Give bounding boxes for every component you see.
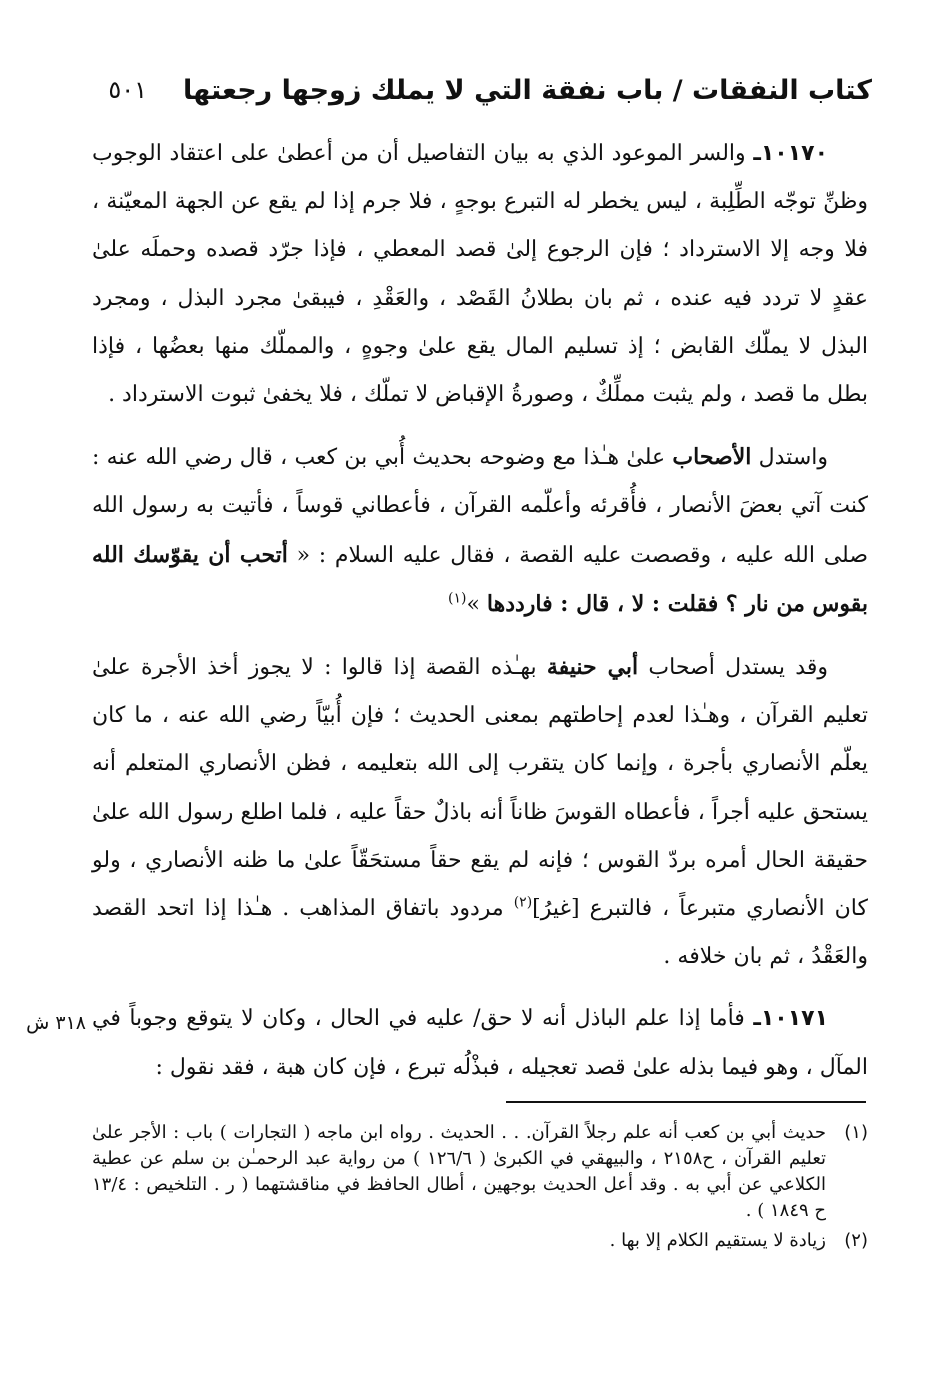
footnote-1: [92, 1120, 868, 1224]
paragraph-text: والسر الموعود الذي به بيان التفاصيل أن من أعطىٰ على اعتقاد الوجوب وظنِّ توجّه الطِّلِبة ، ليس يخطر له التبرع بوجهٍ ، فلا جرم إذا لم يقع عن الجهة المعيّنة ، فلا وجه إلا الاسترداد ؛ فإن الرجوع إلىٰ قصد المعطي ، فإذا جرّد قصده وحملَه علىٰ عقدٍ لا تردد فيه عنده ، ثم بان بطلانُ القَصْد ، والعَقْدِ ، فيبقىٰ مجرد البذل ، ومجرد البذل لا يملّك القابض ؛ إذ تسليم المال يقع علىٰ وجوهٍ ، والمملّك منها بعضُها ، فإذا بطل ما قصد ، ولم يثبت مملِّكٌ ، وصورةُ الإقباض لا تملّك ، فلا يخفىٰ ثبوت الاسترداد .: [92, 141, 868, 408]
footnote-text: زيادة لا يستقيم الكلام إلا بها .: [609, 1230, 826, 1251]
paragraph-text: واستدل: [751, 445, 828, 471]
footnote-number: (١): [844, 1122, 868, 1143]
footnote-ref[interactable]: (١): [447, 590, 467, 607]
footnote-number: (٢): [844, 1230, 868, 1251]
footnote-ref[interactable]: (٢): [513, 894, 533, 911]
paragraph-number: ١٠١٧١ـ: [753, 1006, 828, 1032]
bold-term: أبي حنيفة: [546, 654, 639, 681]
footnote-rule: [506, 1101, 866, 1103]
paragraph-text: بهـٰذه القصة إذا قالوا : لا يجوز أخذ الأجرة علىٰ تعليم القرآن ، وهـٰذا لعدم إحاطتهم بمعنى الحديث ؛ فإن أُبيّاً رضي الله عنه ، ما كان يعلّم الأنصاري بأجرة ، وإنما كان يتقرب إلى الله بتعليمه ، فظن الأنصاري المتعلم أنه يستحق عليه أجراً ، فأعطاه القوسَ ظاناً أنه باذلٌ حقاً عليه ، فلما اطلع رسول الله علىٰ حقيقة الحال أمره بردّ القوس ؛ فإنه لم يقع حقاً مستحَقّاً علىٰ ما ظنه الأنصاري ، ولو كان الأنصاري متبرعاً ، فالتبرع [غيرُ]: [92, 655, 868, 922]
paragraph-10170: [92, 130, 868, 419]
hadith-quote: أتحب أن يقوّسك الله بقوس من نار ؟ فقلت : لا ، قال : فارددها: [92, 541, 868, 617]
paragraph-text: مردود باتفاق المذاهب . هـٰذا إذا اتحد القصد والعَقْدُ ، ثم بان خلافه .: [92, 896, 868, 970]
footnote-2: [92, 1228, 868, 1254]
paragraph-text: فأما إذا علم الباذل أنه لا حق/ عليه في الحال ، وكان لا يتوقع وجوباً في المآل ، وهو فيما بذله علىٰ قصد تعجيله ، فبذْلُه تبرع ، فإن كان هبة ، فقد نقول :: [92, 1006, 868, 1080]
footnotes: [92, 1120, 868, 1254]
paragraph-10171: [92, 995, 868, 1091]
bold-term: الأصحاب: [672, 444, 752, 471]
page-number: ٥٠١: [108, 76, 147, 104]
paragraph-text: وقد يستدل أصحاب: [638, 655, 828, 681]
paragraph-hanafi: [92, 643, 868, 981]
paragraph-number: ١٠١٧٠ـ: [753, 141, 828, 166]
paragraph-hadith: [92, 433, 868, 629]
page-header: [110, 68, 872, 112]
running-title: كتاب النفقات / باب نفقة التي لا يملك زوجها رجعتها: [182, 74, 872, 106]
margin-note: ٣١٨ ش: [26, 1012, 86, 1034]
main-text: [92, 130, 868, 1092]
footnote-text: حديث أبي بن كعب أنه علم رجلاً القرآن. . . الحديث . رواه ابن ماجه ( التجارات ) باب : الأجر علىٰ تعليم القرآن ، ح٢١٥٨ ، والبيهقي في الكبرىٰ ( ١٢٦/٦ ) من رواية عبد الرحمـٰن بن سلم عن عطية الكلاعي عن أبي به . وقد أعل الحديث بوجهين ، أطال الحافظ في مناقشتهما ( ر . التلخيص : ١٣/٤ ح ١٨٤٩ ) .: [92, 1122, 827, 1221]
paragraph-text: »: [466, 591, 487, 617]
paragraph-text: علىٰ هـٰذا مع وضوحه بحديث أُبي بن كعب ، قال رضي الله عنه : كنت آتي بعضَ الأنصار ، فأُقرئه وأعلّمه القرآن ، فأعطاني قوساً ، فأتيت به رسول الله صلى الله عليه ، وقصصت عليه القصة ، فقال عليه السلام : «: [92, 445, 868, 568]
